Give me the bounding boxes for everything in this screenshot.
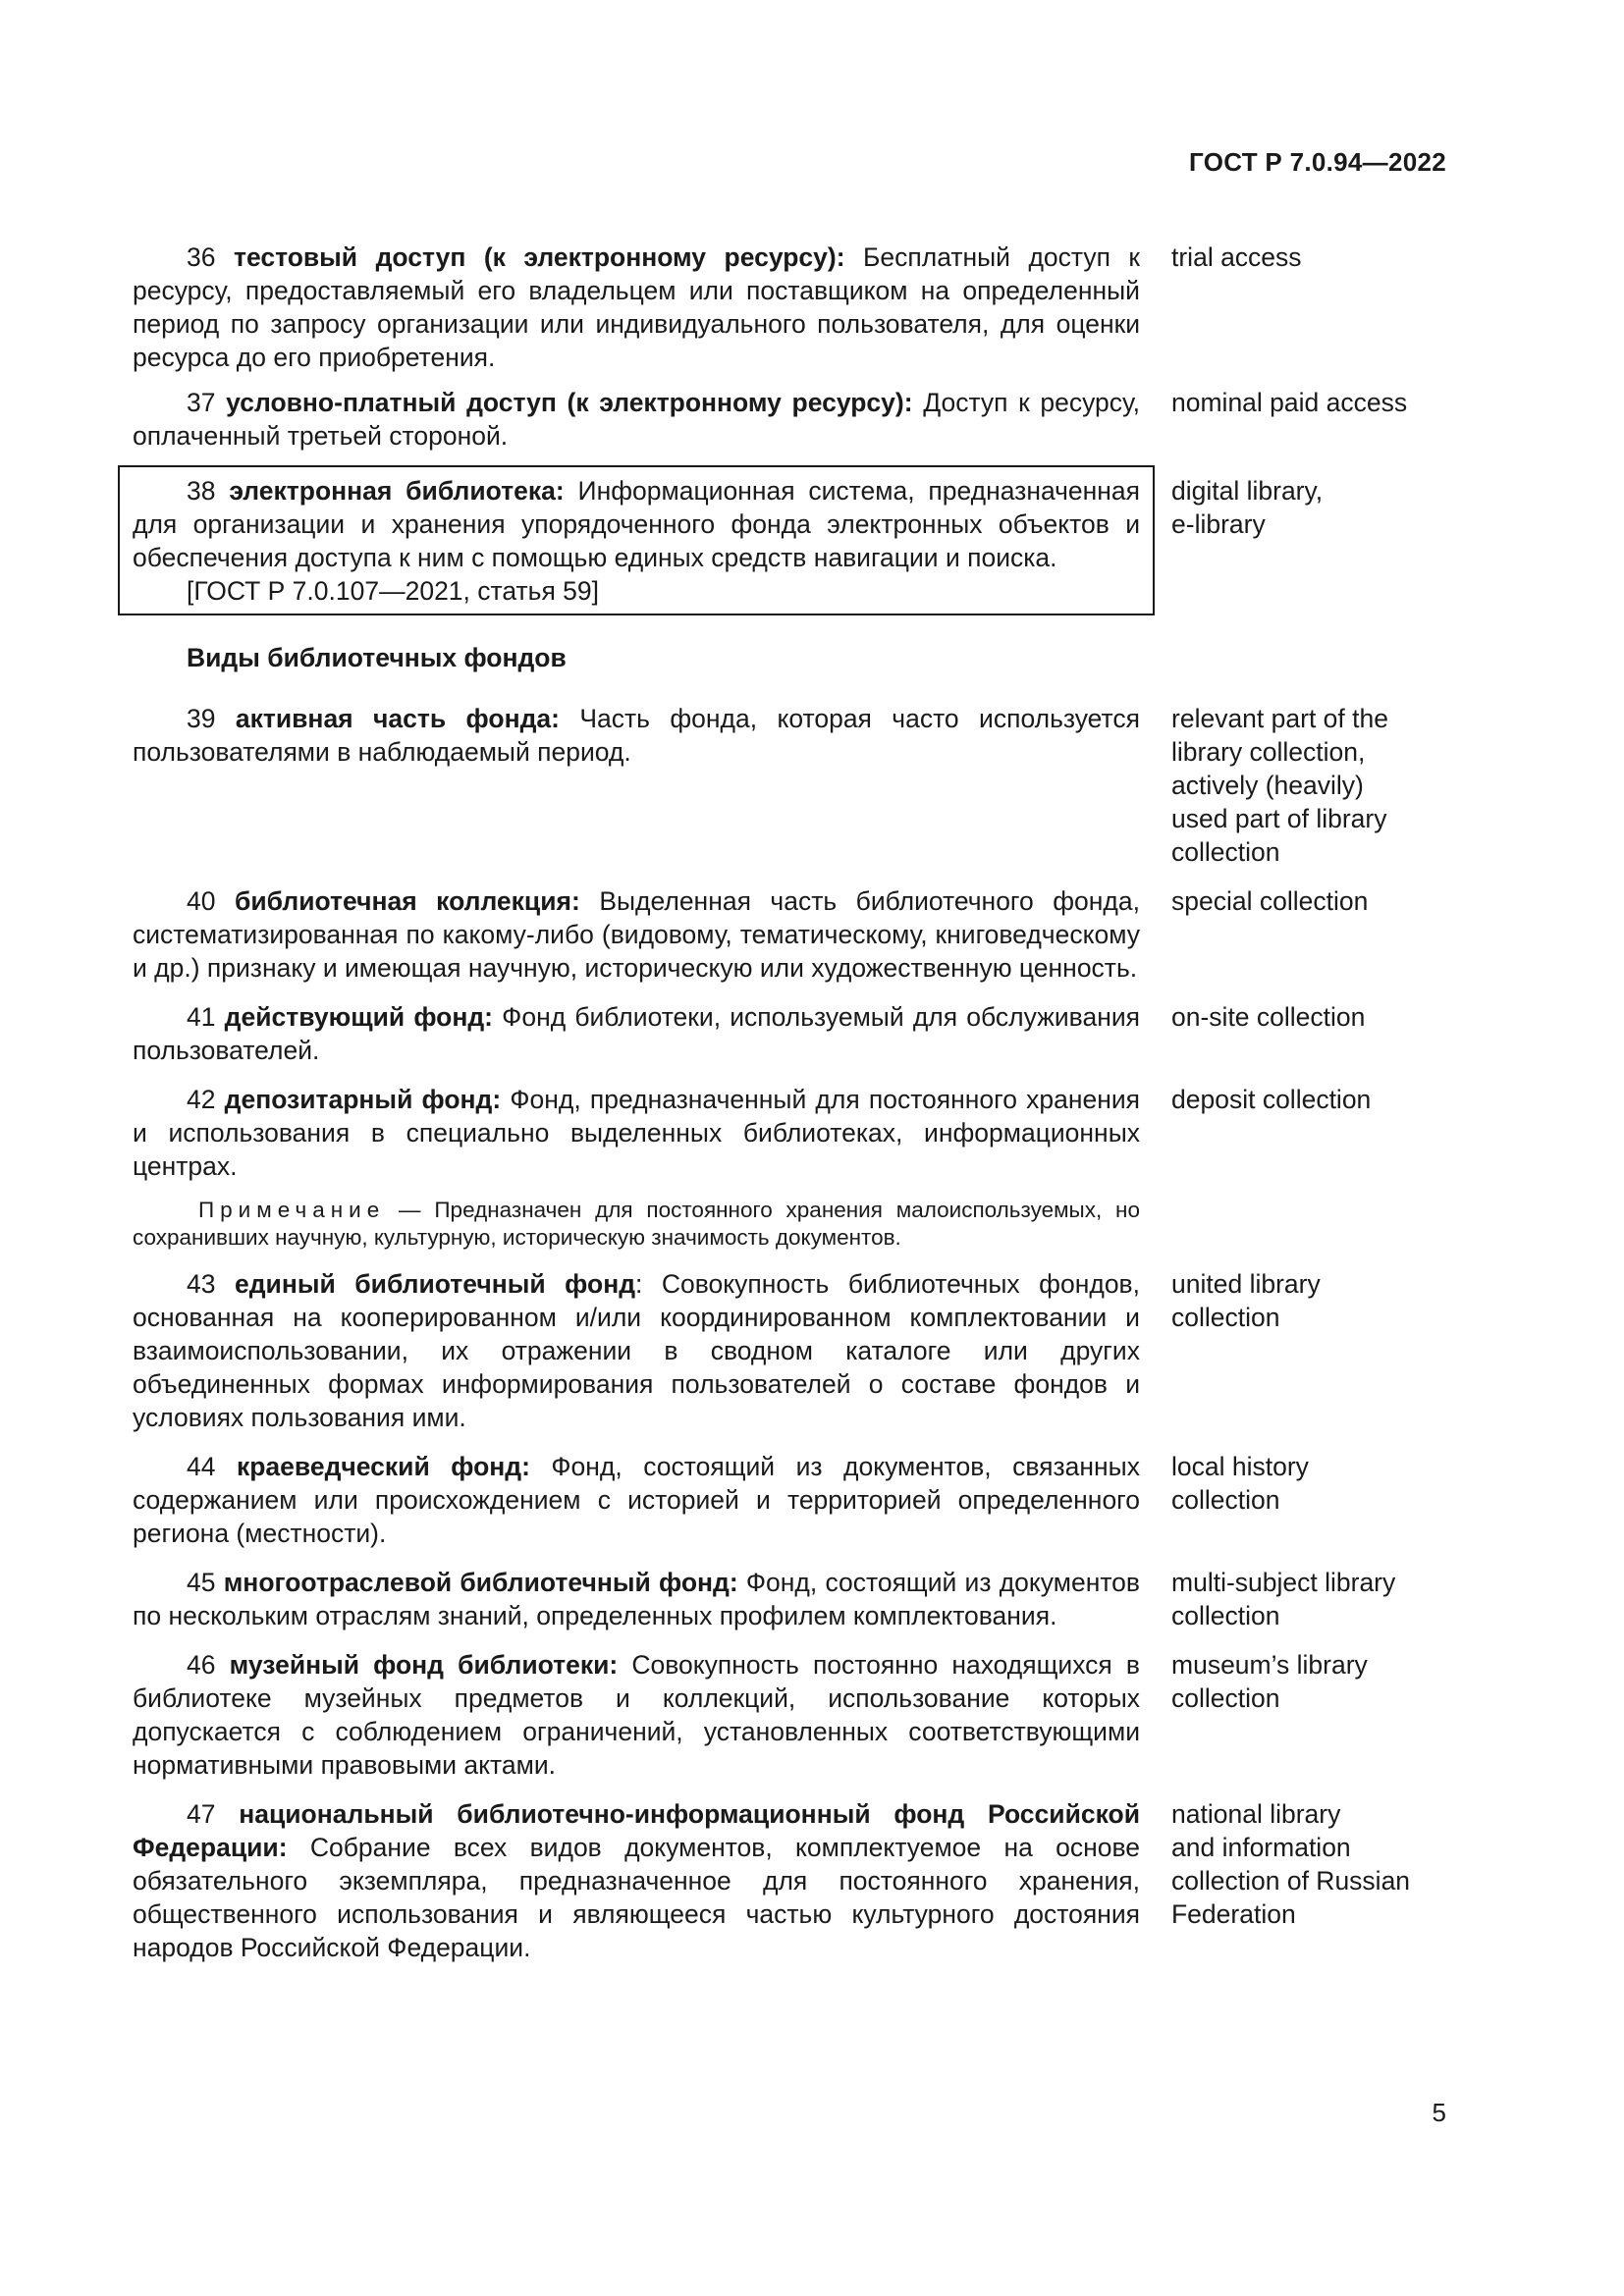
english-equivalent: trial access [1171,242,1302,272]
definition-frame [118,465,1155,615]
document-header: ГОСТ Р 7.0.94—2022 [1189,147,1446,177]
term-definition [133,1450,1140,1550]
source-reference: [ГОСТ Р 7.0.107—2021, статья 59] [187,576,600,606]
term-number: 42 [187,1085,216,1114]
term-entry-42 [133,1083,1438,1183]
definition-text: Часть фонда, которая часто используется пользователями в наблюдаемый период. [133,704,1140,767]
term-number: 40 [187,886,216,916]
definition-text: Фонд, состоящий из документов, связанных содержанием или происхождением с историей и территорией определенного региона (местности). [133,1452,1140,1548]
term-number: 41 [187,1002,216,1032]
document-body [133,240,1438,1964]
english-equivalent: multi-subject library collection [1171,1568,1396,1630]
term-name: библиотечная коллекция: [235,886,580,916]
term-entry-45 [133,1566,1438,1632]
term-number: 38 [187,476,216,506]
term-definition [133,1000,1140,1067]
page-number: 5 [1432,2098,1446,2127]
definition-text: Доступ к ресурсу, оплаченный третьей стороной. [133,388,1140,451]
term-definition [133,1566,1140,1632]
term-number: 47 [187,1799,216,1829]
term-entry-40 [133,884,1438,985]
term-entry-41 [133,1000,1438,1067]
term-number: 44 [187,1452,216,1481]
term-entry-47 [133,1797,1438,1964]
term-number: 36 [187,242,216,272]
term-name: национальный библиотечно-информационный фонд Российской Федерации: [133,1799,1140,1862]
term-definition [133,240,1140,374]
term-definition [133,1083,1140,1183]
term-name: многоотраслевой библиотечный фонд: [223,1568,738,1597]
term-definition [133,702,1140,769]
term-entry-39 [133,702,1438,869]
definition-text: Фонд библиотеки, используемый для обслуживания пользователей. [133,1002,1140,1065]
definition-text: Совокупность постоянно находящихся в библиотеке музейных предметов и коллекций, использование которых допускается с соблюдением ограничений, установленных соответствующими нормативными правовыми актами. [133,1650,1140,1780]
term-definition [133,884,1140,985]
term-entry-37 [133,386,1438,453]
english-equivalent: museum’s library collection [1171,1650,1368,1713]
term-name: условно-платный доступ (к электронному ресурсу): [226,388,913,417]
term-name: электронная библиотека: [229,476,565,506]
definition-text: : Совокупность библиотечных фондов, основанная на кооперированном и/или координированном комплектовании и взаимоиспользовании, их отражении в сводном каталоге или других объединенных формах информирования пользователей о составе фондов и условиях пользования ими. [133,1269,1140,1432]
english-equivalent: national library and information collection of Russian Federation [1171,1799,1411,1929]
definition-text: Фонд, предназначенный для постоянного хранения и использования в специально выделенных библиотеках, информационных центрах. [133,1085,1140,1181]
term-entry-38 [133,474,1438,608]
note [133,1197,1140,1252]
english-equivalent: deposit collection [1171,1085,1372,1114]
term-name: музейный фонд библиотеки: [229,1650,619,1680]
term-number: 43 [187,1269,216,1299]
term-name: краеведческий фонд: [236,1452,530,1481]
term-definition [133,1797,1140,1964]
term-entry-46 [133,1648,1438,1782]
note-text: — Предназначен для постоянного хранения малоиспользуемых, но сохранивших научную, культурную, историческую значимость документов. [133,1198,1140,1250]
term-entry-44 [133,1450,1438,1550]
term-number: 37 [187,388,216,417]
definition-text: Выделенная часть библиотечного фонда, систематизированная по какому-либо (видовому, тематическому, книговедческому и др.) признаку и имеющая научную, историческую или художественную ценность. [133,886,1140,983]
english-equivalent: special collection [1171,886,1369,916]
english-equivalent: relevant part of the library collection, actively (heavily) used part of library collection [1171,704,1388,867]
term-name: активная часть фонда: [235,704,560,733]
english-equivalent: local history collection [1171,1452,1309,1515]
section-heading: Виды библиотечных фондов [187,643,567,672]
term-entry-43 [133,1267,1438,1434]
term-number: 46 [187,1650,216,1680]
definition-text: Бесплатный доступ к ресурсу, предоставляемый его владельцем или поставщиком на определенный период по запросу организации или индивидуального пользователя, для оценки ресурса до его приобретения. [133,242,1140,372]
definition-text: Информационная система, предназначенная для организации и хранения упорядоченного фонда электронных объектов и обеспечения доступа к ним с помощью единых средств навигации и поиска. [133,476,1141,572]
term-definition [133,386,1140,453]
term-number: 39 [187,704,216,733]
term-name: депозитарный фонд: [224,1085,502,1114]
english-equivalent: on-site collection [1171,1002,1366,1032]
definition-text: Фонд, состоящий из документов по нескольким отраслям знаний, определенных профилем комплектования. [133,1568,1140,1630]
term-number: 45 [187,1568,216,1597]
term-definition [133,1267,1140,1434]
term-entry-36 [133,240,1438,374]
term-name: единый библиотечный фонд [235,1269,636,1299]
term-definition [133,1648,1140,1782]
english-equivalent: digital library, e-library [1171,476,1324,539]
english-equivalent: nominal paid access [1171,388,1408,417]
term-name: действующий фонд: [224,1002,494,1032]
term-name: тестовый доступ (к электронному ресурсу): [233,242,845,272]
definition-text: Собрание всех видов документов, комплектуемое на основе обязательного экземпляра, предназначенное для постоянного хранения, общественного использования и являющееся частью культурного достояния народов Российской Федерации. [133,1833,1140,1962]
english-equivalent: united library collection [1171,1269,1321,1332]
note-label: Примечание [198,1198,386,1222]
